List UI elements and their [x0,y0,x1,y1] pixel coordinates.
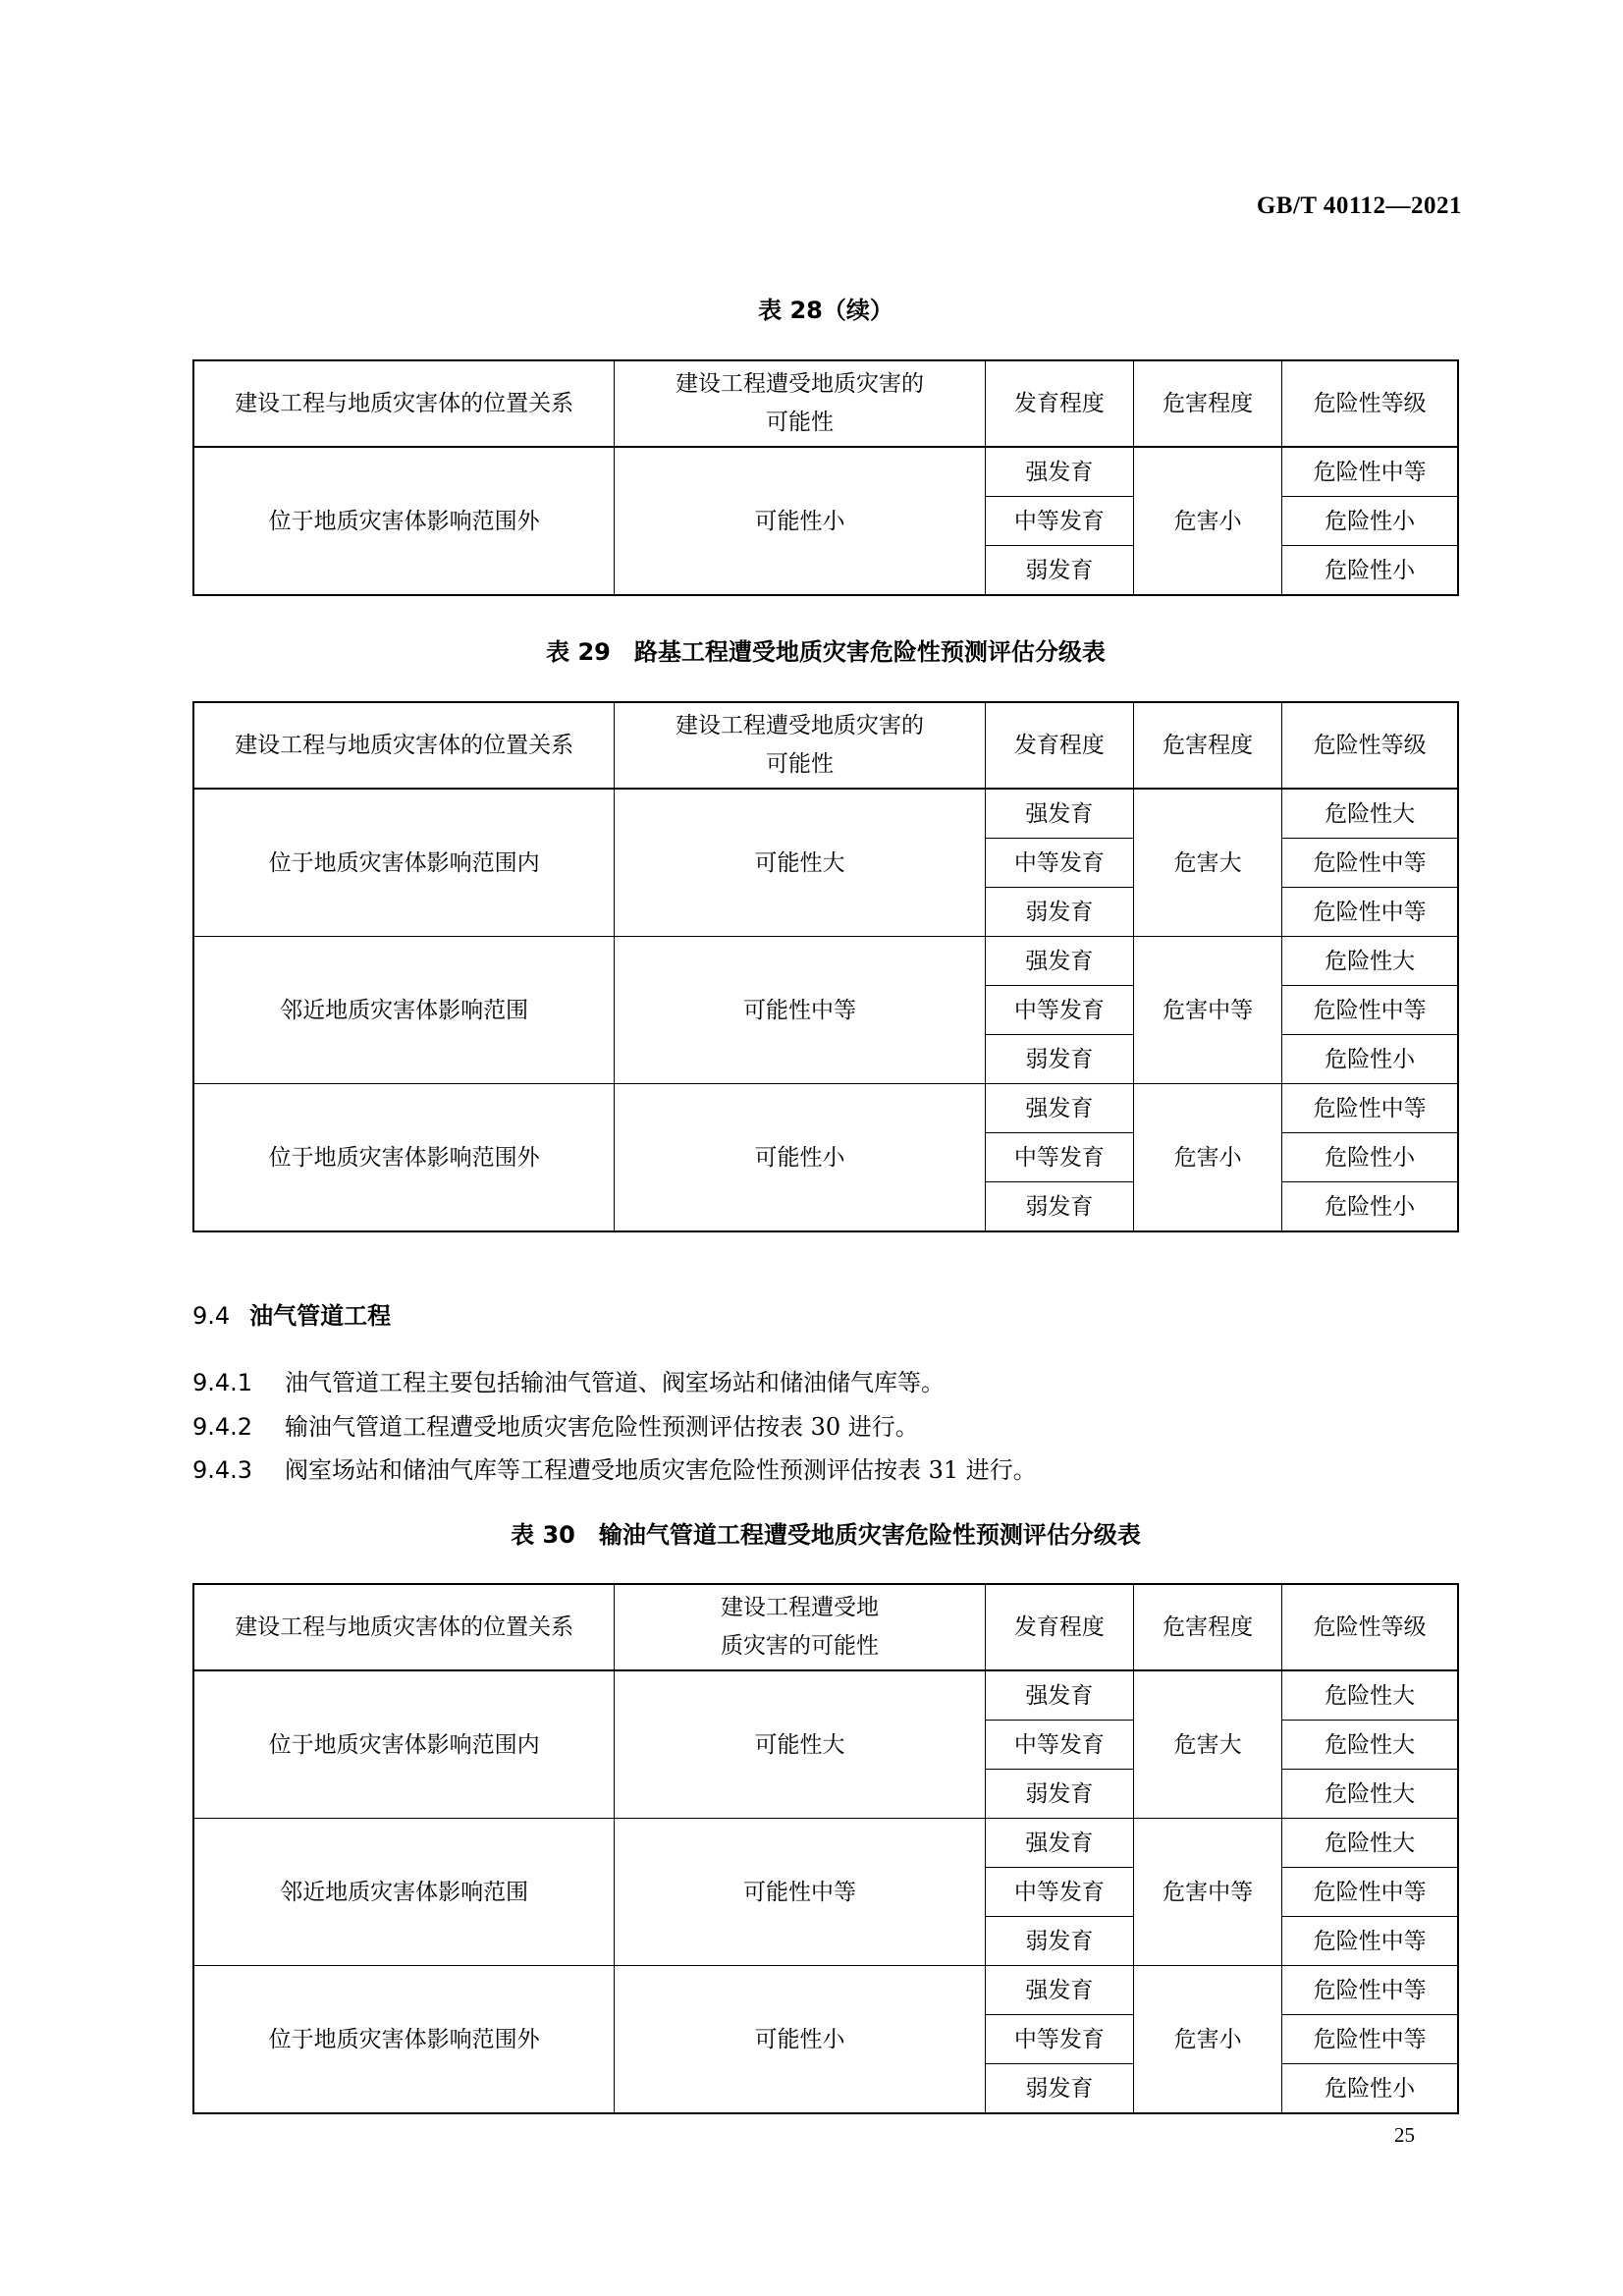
header-position: 建设工程与地质灾害体的位置关系 [193,1584,615,1670]
table-30-caption: 表 30 输油气管道工程遭受地质灾害危险性预测评估分级表 [511,1521,1141,1549]
cell-development: 强发育 [985,1670,1133,1721]
table-header-row [193,360,1458,447]
cell-development: 弱发育 [985,546,1133,596]
header-harm: 危害程度 [1133,702,1281,789]
cell-development: 中等发育 [985,1721,1133,1770]
table-row [193,1819,1458,1868]
cell-level: 危险性大 [1282,1819,1458,1868]
table-row [193,1670,1458,1721]
header-possibility-line1: 建设工程遭受地 [720,1595,879,1620]
cell-level: 危险性中等 [1282,1868,1458,1917]
cell-harm: 危害大 [1133,789,1281,937]
cell-level: 危险性中等 [1282,447,1458,497]
cell-level: 危险性大 [1282,789,1458,839]
cell-level: 危险性小 [1282,497,1458,546]
table-28-caption: 表 28（续） [758,297,893,324]
cell-development: 强发育 [985,789,1133,839]
header-development: 发育程度 [985,1584,1133,1670]
cell-development: 中等发育 [985,497,1133,546]
header-level: 危险性等级 [1282,360,1458,447]
cell-level: 危险性大 [1282,1721,1458,1770]
cell-position: 邻近地质灾害体影响范围 [193,1819,615,1966]
cell-level: 危险性大 [1282,1670,1458,1721]
header-development: 发育程度 [985,360,1133,447]
header-possibility-line2: 可能性 [765,751,834,777]
table-29 [192,701,1459,1232]
header-level: 危险性等级 [1282,1584,1458,1670]
cell-development: 强发育 [985,1084,1133,1133]
table-row [193,789,1458,839]
table-29-caption: 表 29 路基工程遭受地质灾害危险性预测评估分级表 [546,638,1106,666]
cell-level: 危险性中等 [1282,888,1458,937]
cell-development: 强发育 [985,937,1133,986]
clause-number: 9.4.2 [192,1413,253,1441]
clause-number: 9.4.3 [192,1456,253,1484]
cell-development: 中等发育 [985,1868,1133,1917]
cell-level: 危险性小 [1282,1035,1458,1084]
clause-text: 输油气管道工程遭受地质灾害危险性预测评估按表 30 进行。 [285,1413,919,1441]
cell-possibility: 可能性小 [615,1084,986,1232]
clause-text: 油气管道工程主要包括输油气管道、阀室场站和储油储气库等。 [285,1369,945,1396]
cell-development: 中等发育 [985,986,1133,1035]
cell-possibility: 可能性小 [615,447,986,595]
header-possibility-line2: 可能性 [765,410,834,435]
cell-harm: 危害小 [1133,1966,1281,2114]
cell-development: 中等发育 [985,2015,1133,2064]
header-possibility-line2: 质灾害的可能性 [720,1633,879,1659]
clause-9-4-3 [192,1450,1037,1485]
table-row [193,937,1458,986]
cell-development: 弱发育 [985,1035,1133,1084]
header-development: 发育程度 [985,702,1133,789]
cell-level: 危险性中等 [1282,2015,1458,2064]
page-number: 25 [1394,2123,1415,2147]
header-possibility [615,702,986,789]
cell-position: 位于地质灾害体影响范围外 [193,1084,615,1232]
cell-harm: 危害大 [1133,1670,1281,1819]
cell-development: 中等发育 [985,1133,1133,1182]
cell-harm: 危害中等 [1133,1819,1281,1966]
cell-possibility: 可能性中等 [615,937,986,1084]
table-header-row [193,702,1458,789]
cell-position: 位于地质灾害体影响范围内 [193,1670,615,1819]
table-row [193,1966,1458,2015]
clause-9-4-1 [192,1363,945,1397]
section-title: 油气管道工程 [249,1302,392,1330]
cell-development: 弱发育 [985,1917,1133,1966]
table-row [193,1084,1458,1133]
cell-possibility: 可能性小 [615,1966,986,2114]
cell-level: 危险性中等 [1282,1084,1458,1133]
cell-development: 弱发育 [985,2064,1133,2114]
header-possibility-line1: 建设工程遭受地质灾害的 [675,371,924,397]
cell-development: 弱发育 [985,888,1133,937]
cell-level: 危险性小 [1282,1182,1458,1232]
cell-harm: 危害小 [1133,447,1281,595]
table-row [193,447,1458,497]
header-harm: 危害程度 [1133,1584,1281,1670]
cell-development: 强发育 [985,447,1133,497]
cell-level: 危险性中等 [1282,1917,1458,1966]
cell-possibility: 可能性大 [615,789,986,937]
cell-development: 强发育 [985,1819,1133,1868]
cell-position: 位于地质灾害体影响范围内 [193,789,615,937]
header-position: 建设工程与地质灾害体的位置关系 [193,702,615,789]
cell-possibility: 可能性大 [615,1670,986,1819]
cell-development: 弱发育 [985,1182,1133,1232]
cell-position: 位于地质灾害体影响范围外 [193,1966,615,2114]
section-heading [192,1296,391,1331]
cell-level: 危险性中等 [1282,986,1458,1035]
table-30 [192,1583,1459,2114]
clause-text: 阀室场站和储油气库等工程遭受地质灾害危险性预测评估按表 31 进行。 [285,1456,1037,1484]
cell-level: 危险性小 [1282,2064,1458,2114]
clause-number: 9.4.1 [192,1369,253,1396]
table-header-row [193,1584,1458,1670]
cell-harm: 危害中等 [1133,937,1281,1084]
cell-level: 危险性小 [1282,1133,1458,1182]
section-number: 9.4 [192,1302,231,1330]
cell-harm: 危害小 [1133,1084,1281,1232]
cell-development: 强发育 [985,1966,1133,2015]
cell-level: 危险性中等 [1282,839,1458,888]
cell-position: 邻近地质灾害体影响范围 [193,937,615,1084]
cell-possibility: 可能性中等 [615,1819,986,1966]
header-possibility [615,360,986,447]
cell-development: 中等发育 [985,839,1133,888]
standard-number: GB/T 40112—2021 [1256,192,1462,219]
cell-level: 危险性大 [1282,937,1458,986]
cell-position: 位于地质灾害体影响范围外 [193,447,615,595]
cell-level: 危险性中等 [1282,1966,1458,2015]
cell-development: 弱发育 [985,1770,1133,1819]
clause-9-4-2 [192,1407,919,1442]
cell-level: 危险性大 [1282,1770,1458,1819]
header-position: 建设工程与地质灾害体的位置关系 [193,360,615,447]
cell-level: 危险性小 [1282,546,1458,596]
header-level: 危险性等级 [1282,702,1458,789]
header-possibility [615,1584,986,1670]
header-possibility-line1: 建设工程遭受地质灾害的 [675,713,924,738]
header-harm: 危害程度 [1133,360,1281,447]
table-28 [192,359,1459,596]
